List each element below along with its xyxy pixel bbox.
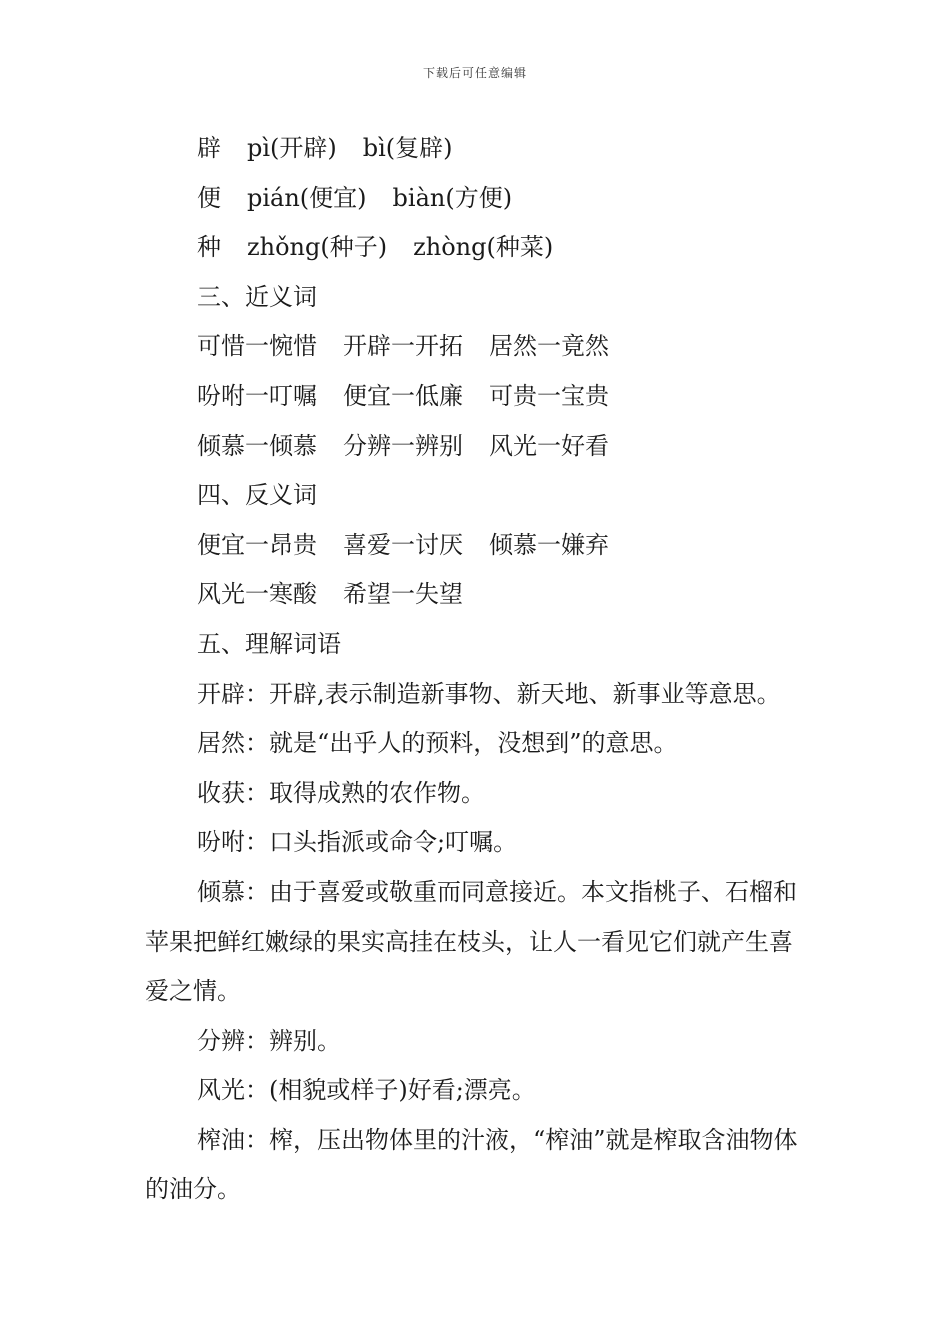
word-pair: 可贵一宝贵 (489, 381, 609, 410)
pinyin-reading: zhòng(种菜) (413, 233, 554, 262)
synonym-row (145, 372, 825, 422)
section-heading: 四、反义词 (197, 481, 317, 510)
pinyin-reading: pián(便宜) (247, 183, 367, 212)
synonym-row (145, 422, 825, 472)
word-pair: 风光一好看 (489, 431, 609, 460)
word-pair: 便宜一低廉 (343, 381, 463, 410)
pinyin-reading: bì(复辟) (362, 134, 453, 162)
word-pair: 倾慕一倾慕 (197, 431, 317, 460)
polyphone-row (145, 124, 825, 174)
word-pair: 风光一寒酸 (197, 580, 317, 609)
pinyin-reading: zhǒng(种子) (247, 233, 388, 262)
pinyin-reading: biàn(方便) (392, 183, 513, 212)
polyphone-row (145, 223, 825, 273)
word-pair: 喜爱一讨厌 (343, 530, 463, 559)
definition-item: 开辟：开辟,表示制造新事物、新天地、新事业等意思。 (197, 679, 781, 708)
definition-item: 居然：就是“出乎人的预料，没想到”的意思。 (197, 729, 678, 758)
word-pair: 倾慕一嫌弃 (489, 530, 609, 559)
definition-item: 吩咐：口头指派或命令;叮嘱。 (197, 828, 518, 857)
synonym-row (145, 322, 825, 372)
word-pair: 吩咐一叮嘱 (197, 381, 317, 410)
word-pair: 便宜一昂贵 (197, 530, 317, 559)
definition-item: 收获：取得成熟的农作物。 (197, 778, 485, 807)
word-pair: 可惜一惋惜 (197, 332, 317, 361)
polyphone-char: 便 (197, 183, 221, 212)
polyphone-row (145, 174, 825, 224)
definition-item: 分辨：辨别。 (197, 1026, 341, 1055)
section-heading: 三、近义词 (197, 282, 317, 311)
polyphone-char: 种 (197, 233, 221, 262)
pinyin-reading: pì(开辟) (247, 134, 337, 162)
page-header: 下载后可任意编辑 (422, 66, 527, 80)
polyphone-char: 辟 (197, 134, 221, 162)
document-body (145, 124, 825, 1215)
word-pair: 希望一失望 (343, 580, 463, 609)
word-pair: 分辨一辨别 (343, 431, 463, 460)
definition-item: 榨油：榨，压出物体里的汁液，“榨油”就是榨取含油物体的油分。 (145, 1125, 798, 1204)
section-heading: 五、理解词语 (197, 629, 341, 658)
definition-item: 倾慕：由于喜爱或敬重而同意接近。本文指桃子、石榴和苹果把鲜红嫩绿的果实高挂在枝头，让人一看见它们就产生喜爱之情。 (145, 877, 797, 1006)
definition-item: 风光：(相貌或样子)好看;漂亮。 (197, 1076, 536, 1105)
antonym-row (145, 521, 825, 571)
antonym-row (145, 570, 825, 620)
word-pair: 居然一竟然 (489, 332, 609, 361)
word-pair: 开辟一开拓 (343, 332, 463, 361)
